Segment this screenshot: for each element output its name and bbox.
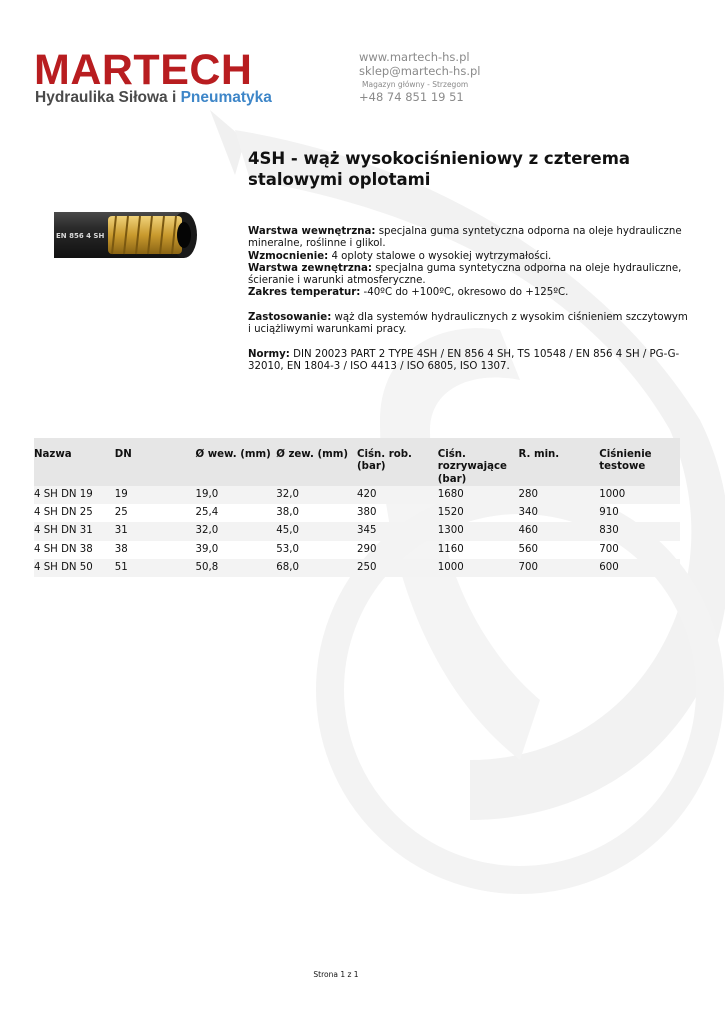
warehouse-label: Magazyn główny - Strzegom <box>362 80 469 89</box>
table-cell: 32,0 <box>276 486 357 504</box>
table-row <box>34 504 680 522</box>
table-cell: 910 <box>599 507 619 519</box>
table-cell: 38 <box>114 543 128 555</box>
col-header-dn: DN <box>115 438 196 486</box>
desc-inner-layer: Warstwa wewnętrzna: specjalna guma syntetyczna odporna na oleje hydrauliczne mineralne, roślinne i glikol. <box>248 226 682 250</box>
table-cell: 4 SH DN 25 <box>34 507 93 519</box>
col-header-working-pressure: Ciśn. rob. (bar) <box>357 438 438 486</box>
desc-reinforcement: Wzmocnienie: 4 oploty stalowe o wysokiej wytrzymałości. <box>248 250 552 262</box>
specs-table <box>34 438 680 577</box>
company-logo <box>34 46 274 110</box>
website-link[interactable]: www.martech-hs.pl <box>359 50 470 64</box>
table-cell: 38,0 <box>276 507 299 519</box>
table-cell: 1000 <box>599 486 680 504</box>
table-cell: 830 <box>599 522 680 540</box>
table-cell: 51 <box>115 559 196 577</box>
table-cell: 290 <box>357 543 377 555</box>
table-row <box>34 522 680 540</box>
table-cell: 1000 <box>438 559 519 577</box>
col-header-burst-pressure: Ciśn. rozrywające (bar) <box>438 438 519 486</box>
desc-norms: Normy: DIN 20023 PART 2 TYPE 4SH / EN 856 4 SH, TS 10548 / EN 856 4 SH / PG-G-32010, EN 1804-3 / ISO 4413 / ISO 6805, ISO 1307. <box>248 348 680 373</box>
table-cell: 700 <box>599 543 619 555</box>
table-cell: 250 <box>357 559 438 577</box>
table-cell: 700 <box>519 559 600 577</box>
table-cell: 280 <box>519 486 600 504</box>
table-cell: 4 SH DN 31 <box>34 522 115 540</box>
logo-tagline <box>35 88 272 108</box>
table-cell: 420 <box>357 486 438 504</box>
phone-number: +48 74 851 19 51 <box>359 90 464 104</box>
table-cell: 1160 <box>437 543 464 555</box>
table-cell: 4 SH DN 19 <box>34 486 115 504</box>
table-cell: 68,0 <box>276 559 357 577</box>
table-cell: 53,0 <box>276 543 299 555</box>
logo-tagline-part2: Pneumatyka <box>180 89 272 106</box>
contact-info <box>359 50 480 104</box>
table-cell: 460 <box>519 522 600 540</box>
table-cell: 600 <box>599 559 680 577</box>
product-title: 4SH - wąż wysokociśnieniowy z czterema stalowymi oplotami <box>248 149 631 189</box>
table-cell: 31 <box>115 522 196 540</box>
hose-marking: EN 856 4 SH <box>56 232 105 240</box>
table-row <box>34 486 680 504</box>
col-header-outer-diameter: Ø zew. (mm) <box>276 438 357 486</box>
table-cell: 19 <box>115 486 196 504</box>
table-row <box>34 541 680 559</box>
col-header-inner-diameter: Ø wew. (mm) <box>196 438 277 486</box>
table-header-row <box>34 438 680 486</box>
table-cell: 4 SH DN 50 <box>34 559 115 577</box>
table-cell: 1680 <box>438 486 519 504</box>
table-cell: 340 <box>518 507 538 519</box>
logo-brand-text: MARTECH <box>34 46 253 94</box>
table-cell: 1300 <box>438 522 519 540</box>
col-header-name: Nazwa <box>34 438 115 486</box>
table-cell: 19,0 <box>196 486 277 504</box>
page-number: Strona 1 z 1 <box>313 970 359 979</box>
table-row <box>34 559 680 577</box>
table-cell: 25 <box>114 507 128 519</box>
table-cell: 1520 <box>437 507 464 519</box>
col-header-test-pressure: Ciśnienie testowe <box>599 438 680 486</box>
table-cell: 32,0 <box>196 522 277 540</box>
table-cell: 560 <box>518 543 538 555</box>
table-cell: 45,0 <box>276 522 357 540</box>
table-cell: 39,0 <box>195 543 219 555</box>
desc-temperature: Zakres temperatur: -40ºC do +100ºC, okresowo do +125ºC. <box>248 287 569 299</box>
desc-outer-layer: Warstwa zewnętrzna: specjalna guma syntetyczna odporna na oleje hydrauliczne, ścieranie i warunki atmosferyczne. <box>248 262 682 287</box>
email-link[interactable]: sklep@martech-hs.pl <box>359 64 481 78</box>
col-header-min-radius: R. min. <box>519 438 600 486</box>
table-cell: 380 <box>357 507 377 519</box>
desc-usage: Zastosowanie: wąż dla systemów hydraulicznych z wysokim ciśnieniem szczytowym i uciążliwymi warunkami pracy. <box>248 312 688 336</box>
product-description <box>248 226 688 374</box>
table-cell: 50,8 <box>196 559 277 577</box>
hose-product-image <box>54 210 198 260</box>
logo-tagline-part1: Hydraulika Siłowa i <box>35 89 181 106</box>
table-cell: 4 SH DN 38 <box>34 543 93 555</box>
table-cell: 25,4 <box>195 507 219 519</box>
table-cell: 345 <box>357 522 438 540</box>
